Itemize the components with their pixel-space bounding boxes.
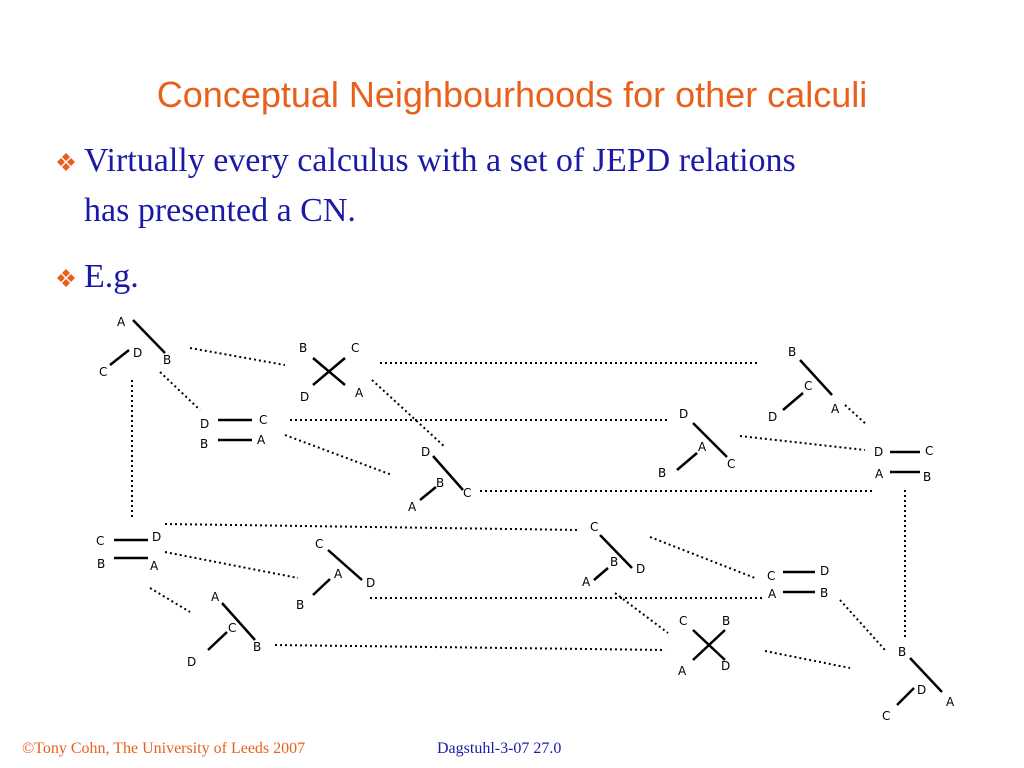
footer-copyright: ©Tony Cohn, The University of Leeds 2007 <box>22 740 306 757</box>
node-label: D <box>200 417 210 431</box>
relation-node <box>767 564 829 601</box>
link <box>285 435 392 475</box>
node-label: A <box>698 440 707 454</box>
relation-node <box>187 590 261 669</box>
node-label: A <box>408 500 417 514</box>
node-label: D <box>300 390 310 404</box>
segment <box>222 603 255 640</box>
node-label: D <box>820 564 830 578</box>
node-label: A <box>946 695 955 709</box>
relation-node <box>408 445 471 514</box>
node-label: C <box>679 614 688 628</box>
relation-node <box>200 413 267 451</box>
node-label: C <box>315 537 324 551</box>
node-label: D <box>636 562 646 576</box>
segment <box>677 453 697 470</box>
relation-node <box>768 345 840 424</box>
node-label: C <box>259 413 268 427</box>
node-label: B <box>436 476 445 490</box>
node-label: A <box>768 587 777 601</box>
node-label: B <box>610 555 619 569</box>
node-label: A <box>150 559 159 573</box>
bullet-2-text: E.g. <box>84 258 139 295</box>
segment <box>897 688 914 705</box>
link <box>165 524 580 530</box>
node-label: C <box>727 457 736 471</box>
link <box>275 645 665 650</box>
node-label: B <box>722 614 731 628</box>
relation-node <box>296 537 375 612</box>
node-label: A <box>257 433 266 447</box>
node-label: D <box>152 530 162 544</box>
segment <box>110 350 129 365</box>
relation-node <box>658 407 735 480</box>
link <box>650 537 755 578</box>
node-label: C <box>228 621 237 635</box>
node-label: C <box>925 444 934 458</box>
link <box>740 436 865 450</box>
node-label: A <box>831 402 840 416</box>
link <box>165 552 298 578</box>
node-label: B <box>253 640 262 654</box>
node-label: C <box>96 534 105 548</box>
bullet-1-line-2: has presented a CN. <box>84 192 356 229</box>
relation-node <box>99 315 171 379</box>
node-label: D <box>133 346 143 360</box>
node-label: B <box>788 345 797 359</box>
node-label: A <box>875 467 884 481</box>
slide-title: Conceptual Neighbourhoods for other calculi <box>156 74 868 115</box>
link <box>840 600 885 650</box>
node-label: C <box>767 569 776 583</box>
link <box>372 380 445 447</box>
link <box>160 372 200 410</box>
node-label: D <box>768 410 778 424</box>
node-label: A <box>334 567 343 581</box>
link <box>150 588 190 612</box>
node-label: B <box>299 341 308 355</box>
node-label: A <box>355 386 364 400</box>
node-label: C <box>882 709 891 723</box>
link <box>765 651 850 668</box>
node-label: A <box>582 575 591 589</box>
node-label: B <box>898 645 907 659</box>
relation-node <box>582 520 645 589</box>
node-label: D <box>721 659 731 673</box>
node-label: C <box>463 486 472 500</box>
node-label: C <box>590 520 599 534</box>
node-label: D <box>366 576 376 590</box>
segment <box>208 632 227 650</box>
relation-node <box>96 530 161 573</box>
node-label: A <box>678 664 687 678</box>
node-label: C <box>351 341 360 355</box>
link <box>845 405 867 425</box>
node-label: D <box>187 655 197 669</box>
neighbourhood-links <box>132 348 905 668</box>
node-label: B <box>97 557 106 571</box>
relation-node <box>299 341 364 404</box>
node-label: B <box>296 598 305 612</box>
segment <box>313 579 330 595</box>
node-label: B <box>200 437 209 451</box>
segment <box>594 568 608 580</box>
node-label: C <box>804 379 813 393</box>
node-label: C <box>99 365 108 379</box>
node-label: D <box>917 683 927 697</box>
node-label: B <box>658 466 667 480</box>
relation-node <box>678 614 730 678</box>
node-label: D <box>679 407 689 421</box>
node-label: D <box>874 445 884 459</box>
bullet-1-line-1: Virtually every calculus with a set of JEPD relations <box>84 142 796 179</box>
relation-node <box>874 444 933 484</box>
node-label: B <box>923 470 932 484</box>
relation-node <box>882 645 955 723</box>
segment <box>783 393 803 410</box>
node-label: A <box>117 315 126 329</box>
node-label: B <box>163 353 172 367</box>
node-label: B <box>820 586 829 600</box>
link <box>190 348 285 365</box>
node-label: D <box>421 445 431 459</box>
segment <box>420 487 436 500</box>
footer-slide-id: Dagstuhl-3-07 27.0 <box>437 740 562 757</box>
node-label: A <box>211 590 220 604</box>
